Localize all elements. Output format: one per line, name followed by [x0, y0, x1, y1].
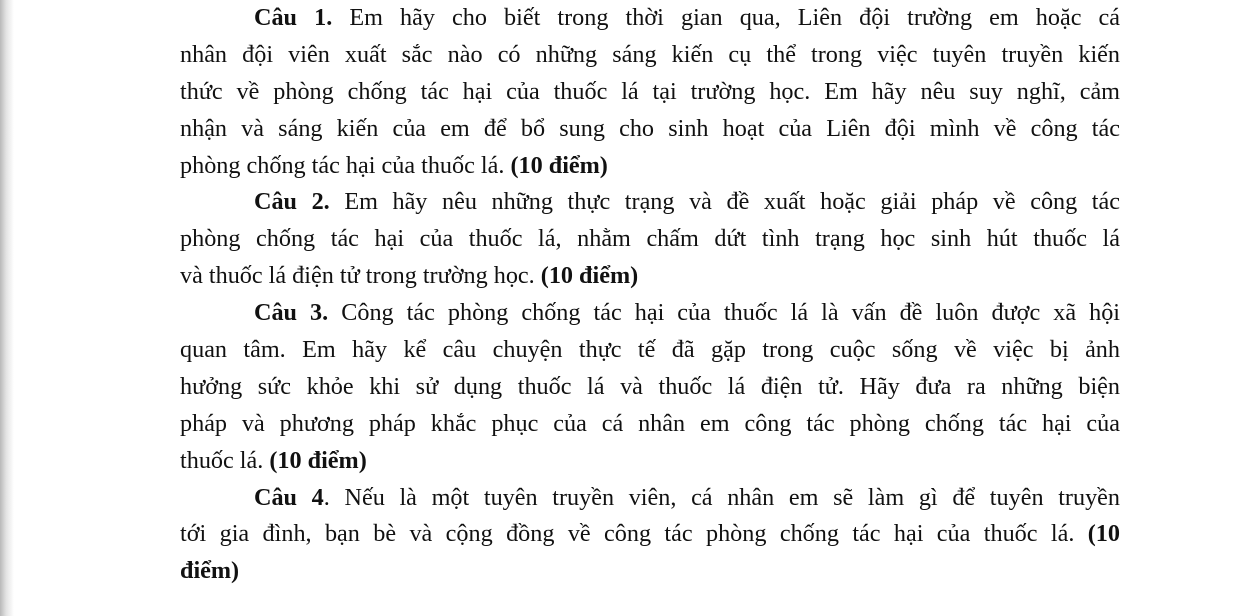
question-1-line-4: nhận và sáng kiến của em để bổ sung cho sinh hoạt của Liên đội mình về công tác [180, 114, 1120, 142]
question-4 [180, 480, 1120, 591]
question-4-label: Câu 4 [254, 483, 324, 511]
question-3-line-4: pháp và phương pháp khắc phục của cá nhân em công tác phòng chống tác hại của [180, 409, 1120, 437]
question-3 [180, 295, 1120, 479]
question-2-label: Câu 2. [254, 188, 330, 216]
question-2-points: (10 điểm) [540, 262, 639, 290]
question-3-line-1: Câu 3. Công tác phòng chống tác hại của thuốc lá là vấn đề luôn được xã hội [254, 299, 1121, 327]
page-edge-shadow [0, 0, 14, 616]
question-3-label: Câu 3. [254, 299, 329, 327]
question-4-line-1: Câu 4. Nếu là một tuyên truyền viên, cá nhân em sẽ làm gì để tuyên truyền [254, 483, 1120, 511]
question-1-line-5: phòng chống tác hại của thuốc lá. (10 điểm) [180, 151, 608, 179]
question-2-line-3: và thuốc lá điện tử trong trường học. (10 điểm) [180, 262, 639, 290]
question-1-label: Câu 1. [254, 4, 333, 31]
question-1-points: (10 điểm) [510, 151, 608, 179]
question-3-line-2: quan tâm. Em hãy kể câu chuyện thực tế đã gặp trong cuộc sống về việc bị ảnh [180, 336, 1120, 364]
question-2-line-2: phòng chống tác hại của thuốc lá, nhằm chấm dứt tình trạng học sinh hút thuốc lá [180, 225, 1120, 253]
document-page [180, 0, 1120, 590]
question-4-line-3 [180, 553, 1120, 590]
question-3-points: (10 điểm) [269, 446, 367, 474]
question-1-line-2: nhân đội viên xuất sắc nào có những sáng kiến cụ thể trong việc tuyên truyền kiến [180, 40, 1120, 68]
question-2-line-1: Câu 2. Em hãy nêu những thực trạng và đề xuất hoặc giải pháp về công tác [254, 188, 1120, 216]
question-4-points-close: điểm) [180, 557, 240, 585]
question-3-line-5: thuốc lá. (10 điểm) [180, 446, 367, 474]
question-2 [180, 184, 1120, 295]
question-1-line-1: Câu 1. Em hãy cho biết trong thời gian qua, Liên đội trường em hoặc cá [254, 4, 1120, 31]
question-1 [180, 0, 1120, 184]
question-3-line-3: hưởng sức khỏe khi sử dụng thuốc lá và thuốc lá điện tử. Hãy đưa ra những biện [180, 372, 1120, 400]
question-1-line-3: thức về phòng chống tác hại của thuốc lá tại trường học. Em hãy nêu suy nghĩ, cảm [180, 77, 1120, 105]
question-4-points-open: (10 [1087, 520, 1120, 548]
question-4-line-2: tới gia đình, bạn bè và cộng đồng về công tác phòng chống tác hại của thuốc lá. (10 [180, 520, 1120, 548]
